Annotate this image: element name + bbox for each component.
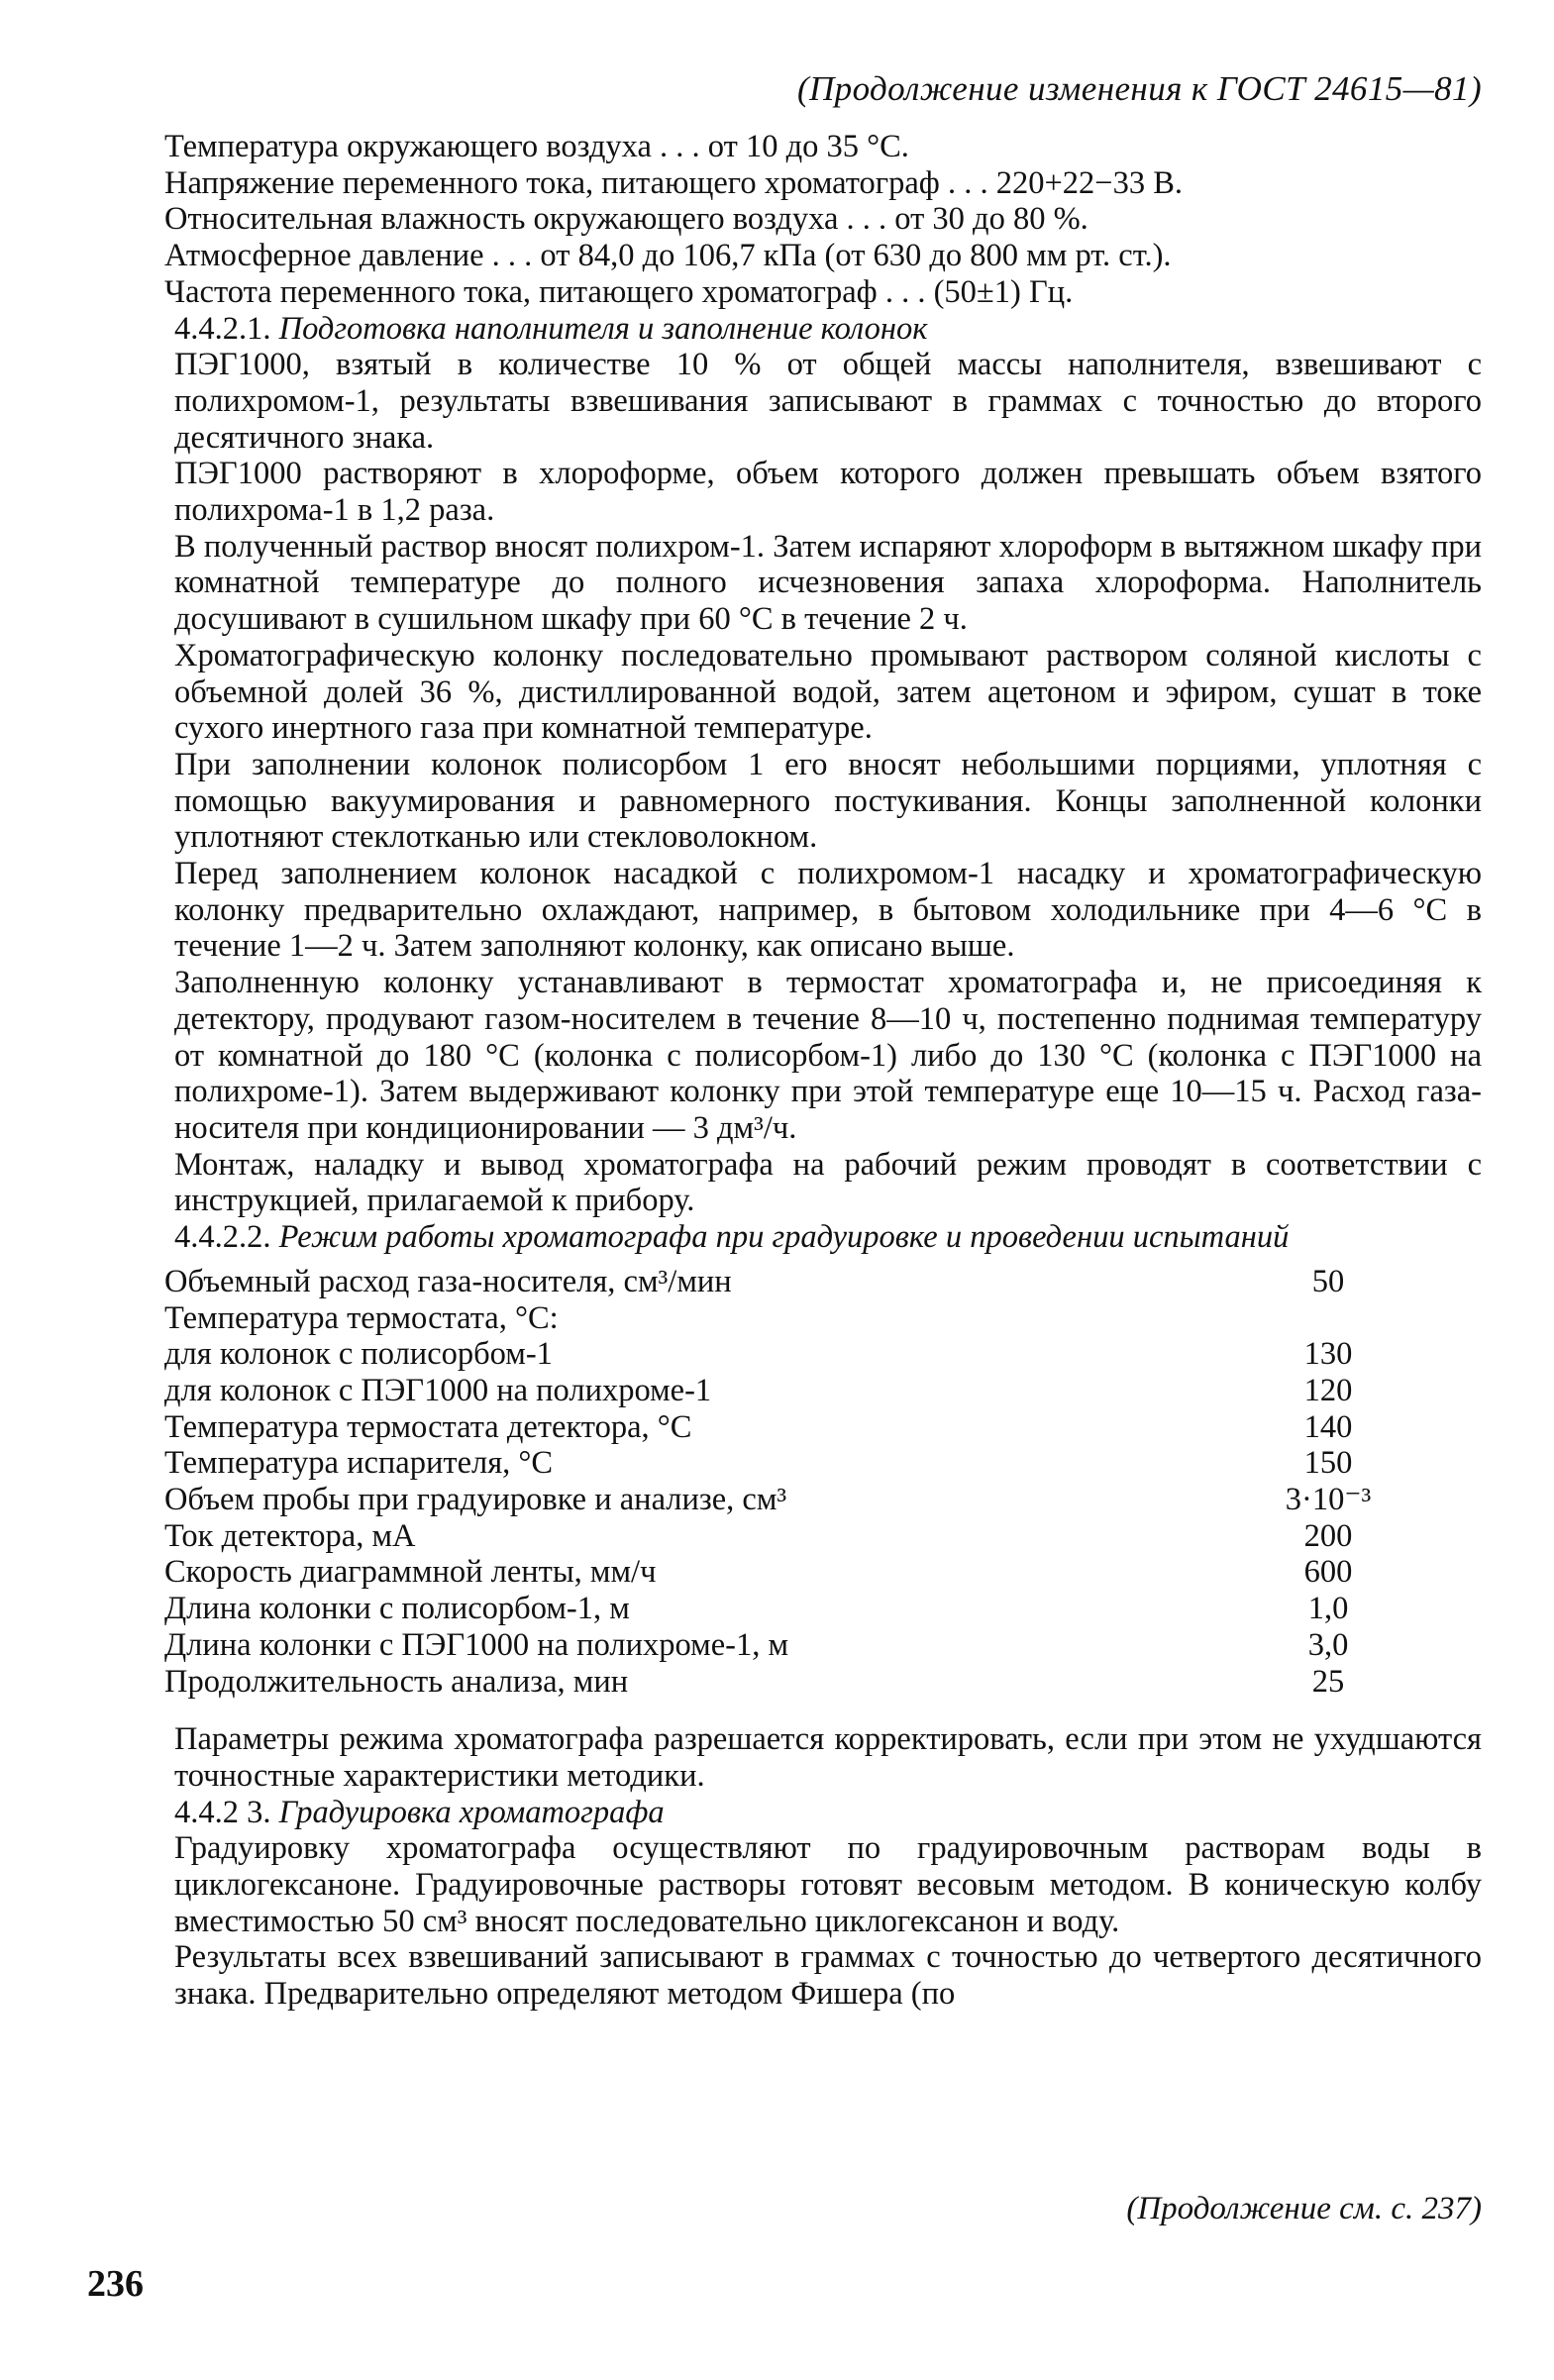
param-value: 1,0: [1307, 1591, 1349, 1627]
table-row: [164, 1373, 1452, 1409]
page-number: 236: [87, 2263, 144, 2305]
condition-voltage: Напряжение переменного тока, питающего хроматограф . . . 220+22−33 В.: [164, 164, 1184, 201]
paragraph: Градуировку хроматографа осуществляют по градуировочным растворам воды в циклогексаноне. Градуировочные растворы готовят весовым методом. В коническую колбу вместимостью 50 см³ вносят последовательно циклогексанон и воду.: [174, 1830, 1482, 1939]
section-title: Градуировка хроматографа: [278, 1794, 665, 1830]
section-heading-4-4-2-1: [164, 311, 1482, 348]
paragraph: Результаты всех взвешиваний записывают в граммах с точностью до четвертого десятичного знака. Предварительно определяют методом Фишера (по: [174, 1939, 1482, 2013]
paragraph: При заполнении колонок полисорбом 1 его вносят небольшими порциями, уплотняя с помощью вакуумирования и равномерного постукивания. Концы заполненной колонки уплотняют стеклотканью или стекловолокном.: [174, 746, 1482, 856]
param-value: 600: [1303, 1554, 1353, 1591]
param-label: Длина колонки с полисорбом-1, м: [164, 1591, 630, 1627]
section-title: Режим работы хроматографа при градуировке и проведении испытаний: [278, 1219, 1290, 1256]
section-number: 4.4.2.1.: [174, 310, 271, 347]
table-row: [164, 1409, 1452, 1446]
paragraph: Хроматографическую колонку последовательно промывают раствором соляной кислоты с объемной долей 36 %, дистиллированной водой, затем ацетоном и эфиром, сушат в токе сухого инертного газа при комнатной температуре.: [174, 637, 1482, 747]
table-row: [164, 1445, 1452, 1482]
table-row: [164, 1664, 1452, 1701]
condition-frequency: Частота переменного тока, питающего хроматограф . . . (50±1) Гц.: [164, 273, 1074, 310]
table-row: [164, 1336, 1452, 1373]
param-value: 140: [1303, 1408, 1353, 1445]
param-label: Объемный расход газа-носителя, см³/мин: [164, 1263, 732, 1299]
paragraph: Перед заполнением колонок насадкой с полихромом-1 насадку и хроматографическую колонку предварительно охлаждают, например, в бытовом холодильнике при 4—6 °С в течение 1—2 ч. Затем заполняют колонку, как описано выше.: [174, 856, 1482, 965]
param-label: Температура термостата детектора, °С: [164, 1408, 692, 1445]
param-value: 130: [1303, 1336, 1353, 1373]
continuation-header: (Продолжение изменения к ГОСТ 24615—81): [796, 69, 1482, 108]
condition-humidity: Относительная влажность окружающего воздуха . . . от 30 до 80 %.: [164, 201, 1088, 238]
param-value: 50: [1311, 1263, 1345, 1299]
param-label: Объем пробы при градуировке и анализе, см³: [164, 1482, 787, 1518]
param-value: [1264, 1300, 1452, 1337]
param-label: Скорость диаграммной ленты, мм/ч: [164, 1554, 657, 1591]
param-label: Продолжительность анализа, мин: [164, 1663, 629, 1700]
param-value: 200: [1303, 1517, 1353, 1554]
param-value: 3·10⁻³: [1285, 1482, 1372, 1518]
table-row: [164, 1264, 1452, 1300]
paragraph: В полученный раствор вносят полихром-1. Затем испаряют хлороформ в вытяжном шкафу при комнатной температуре до полного исчезновения запаха хлороформа. Наполнитель досушивают в сушильном шкафу при 60 °С в течение 2 ч.: [174, 528, 1482, 638]
table-row: [164, 1482, 1452, 1518]
table-row: [164, 1518, 1452, 1555]
param-value: 25: [1311, 1663, 1345, 1700]
document-body: [164, 129, 1482, 2013]
condition-temperature: Температура окружающего воздуха . . . от 10 до 35 °С.: [164, 129, 909, 164]
section-title: Подготовка наполнителя и заполнение колонок: [278, 310, 928, 347]
table-row: [164, 1591, 1452, 1627]
table-row: [164, 1554, 1452, 1591]
continuation-footer: (Продолжение см. с. 237): [1126, 2191, 1482, 2226]
table-row: [164, 1627, 1452, 1664]
param-label: для колонок с ПЭГ1000 на полихроме-1: [164, 1372, 712, 1408]
param-label: Температура испарителя, °С: [164, 1445, 554, 1482]
paragraph: ПЭГ1000, взятый в количестве 10 % от общей массы наполнителя, взвешивают с полихромом-1, результаты взвешивания записывают в граммах с точностью до второго десятичного знака.: [174, 347, 1482, 456]
section-heading-4-4-2-3: [164, 1795, 1482, 1831]
section-number: 4.4.2.2.: [174, 1219, 271, 1256]
parameters-table: [164, 1264, 1452, 1700]
paragraph: Монтаж, наладку и вывод хроматографа на рабочий режим проводят в соответствии с инструкцией, прилагаемой к прибору.: [174, 1146, 1482, 1219]
param-label: Температура термостата, °С:: [164, 1299, 559, 1336]
paragraph: Заполненную колонку устанавливают в термостат хроматографа и, не присоединяя к детектору, продувают газом-носителем в течение 8—10 ч, постепенно поднимая температуру от комнатной до 180 °С (колонка с полисорбом-1) либо до 130 °С (колонка с ПЭГ1000 на полихроме-1). Затем выдерживают колонку при этой температуре еще 10—15 ч. Расход газа-носителя при кондиционировании — 3 дм³/ч.: [174, 965, 1482, 1146]
param-label: Длина колонки с ПЭГ1000 на полихроме-1, м: [164, 1626, 789, 1663]
param-value: 120: [1303, 1372, 1353, 1408]
table-row: [164, 1300, 1452, 1337]
param-value: 3,0: [1307, 1626, 1349, 1663]
param-label: Ток детектора, мА: [164, 1517, 416, 1554]
param-value: 150: [1303, 1445, 1353, 1482]
paragraph: ПЭГ1000 растворяют в хлороформе, объем которого должен превышать объем взятого полихрома-1 в 1,2 раза.: [174, 456, 1482, 529]
section-heading-4-4-2-2: [164, 1219, 1482, 1256]
paragraph: Параметры режима хроматографа разрешается корректировать, если при этом не ухудшаются точностные характеристики методики.: [174, 1721, 1482, 1794]
param-label: для колонок с полисорбом-1: [164, 1336, 553, 1373]
condition-pressure: Атмосферное давление . . . от 84,0 до 106,7 кПа (от 630 до 800 мм рт. ст.).: [164, 238, 1172, 274]
section-number: 4.4.2 3.: [174, 1794, 271, 1830]
